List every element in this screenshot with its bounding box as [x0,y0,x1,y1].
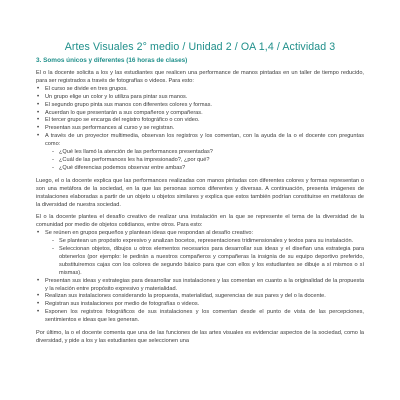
sub-list-item: - Seleccionan objetos, dibujos u otros elementos necesarios para desarrollar sus ideas y el diseñan una estrategia para obtenerlos (por ejemplo: le pedirán a nuestros compañeros y compañeras la insignia de su equipo deportivo preferido, substituiremos cajas con los colores de segundo básico para que con ellos y los estudiantes se dibuje a sí mismos o sí mismas). [45,246,364,278]
question-list [45,149,364,173]
list-item: • El curso se divide en tres grupos. [36,86,364,94]
list-item: • El tercer grupo se encarga del registro fotográfico o con video. [36,117,364,125]
list-item: • Un grupo elige un color y lo utiliza para pintar sus manos. [36,94,364,102]
list-item: • Registran sus instalaciones por medio de fotografías o videos. [36,301,364,309]
list-item-text: Se reúnen en grupos pequeños y plantean ideas que respondan al desafío creativo: [45,230,254,237]
question-item: - ¿Qué les llamó la atención de las performances presentadas? [45,149,364,157]
paragraph-intro: El o la docente solicita a los y las estudiantes que realicen una performance de manos pintadas en un taller de tiempo reducido, para ser registrados a través de fotografías o videos. Para esto: [36,70,364,84]
section-heading: 3. Somos únicos y diferentes (16 horas de clases) [36,57,188,64]
list-performance-steps [36,86,364,173]
list-item: • Realizan sus instalaciones considerando la propuesta, materialidad, sugerencias de sus pares y del o la docente. [36,293,364,301]
question-item: - ¿Qué diferencias podemos observar entre ambas? [45,165,364,173]
list-item: • Acuerdan lo que presentarán a sus compañeros y compañeras. [36,110,364,118]
sub-list-item: - Se plantean un propósito expresivo y analizan bocetos, representaciones tridimensionales y textos para su instalación. [45,238,364,246]
list-installation-steps [36,230,364,325]
list-item: • El segundo grupo pinta sus manos con diferentes colores y formas. [36,102,364,110]
paragraph-closing: Por último, la o el docente comenta que una de las funciones de las artes visuales es evidenciar aspectos de la sociedad, como la diversidad, y pide a los y las estudiantes que seleccionen una [36,330,364,344]
question-item: - ¿Cuál de las performances les ha impresionado?, ¿por qué? [45,157,364,165]
document-body [36,70,364,351]
paragraph-challenge: El o la docente plantea el desafío creativo de realizar una instalación en la que se represente el tema de la diversidad de la comunidad por medio de objetos cotidianos, entre otros. Para esto: [36,214,364,229]
list-item: • Presentan sus ideas y estrategias para desarrollar sus instalaciones y las comentan en cuanto a la originalidad de la propuesta y la relación entre propósito expresivo y materialidad. [36,278,364,294]
page-title: Artes Visuales 2° medio / Unidad 2 / OA 1,4 / Actividad 3 [64,41,336,53]
list-item: • Exponen los registros fotográficos de sus instalaciones y los comentan desde el punto de vista de las percepciones, sentimientos e ideas que les generan. [36,309,364,325]
paragraph-metaphor: Luego, el o la docente explica que las performances realizadas con manos pintadas con diferentes colores y formas representan o son una metáfora de la sociedad, en la que las personas somos diferentes y diversas. A continuación, presenta imágenes de instalaciones elaboradas a partir de un objeto u objetos similares y explica que estos también podrían constituirse en metáforas de la diversidad de nuestra sociedad. [36,177,364,208]
list-item [36,133,364,173]
list-item-text: A través de un proyector multimedia, observan los registros y los comentan, con la ayuda de la o el docente con preguntas como: [45,133,364,148]
list-item [36,230,364,277]
list-item: • Presentan sus performances al curso y se registran. [36,125,364,133]
sub-list [45,238,364,278]
